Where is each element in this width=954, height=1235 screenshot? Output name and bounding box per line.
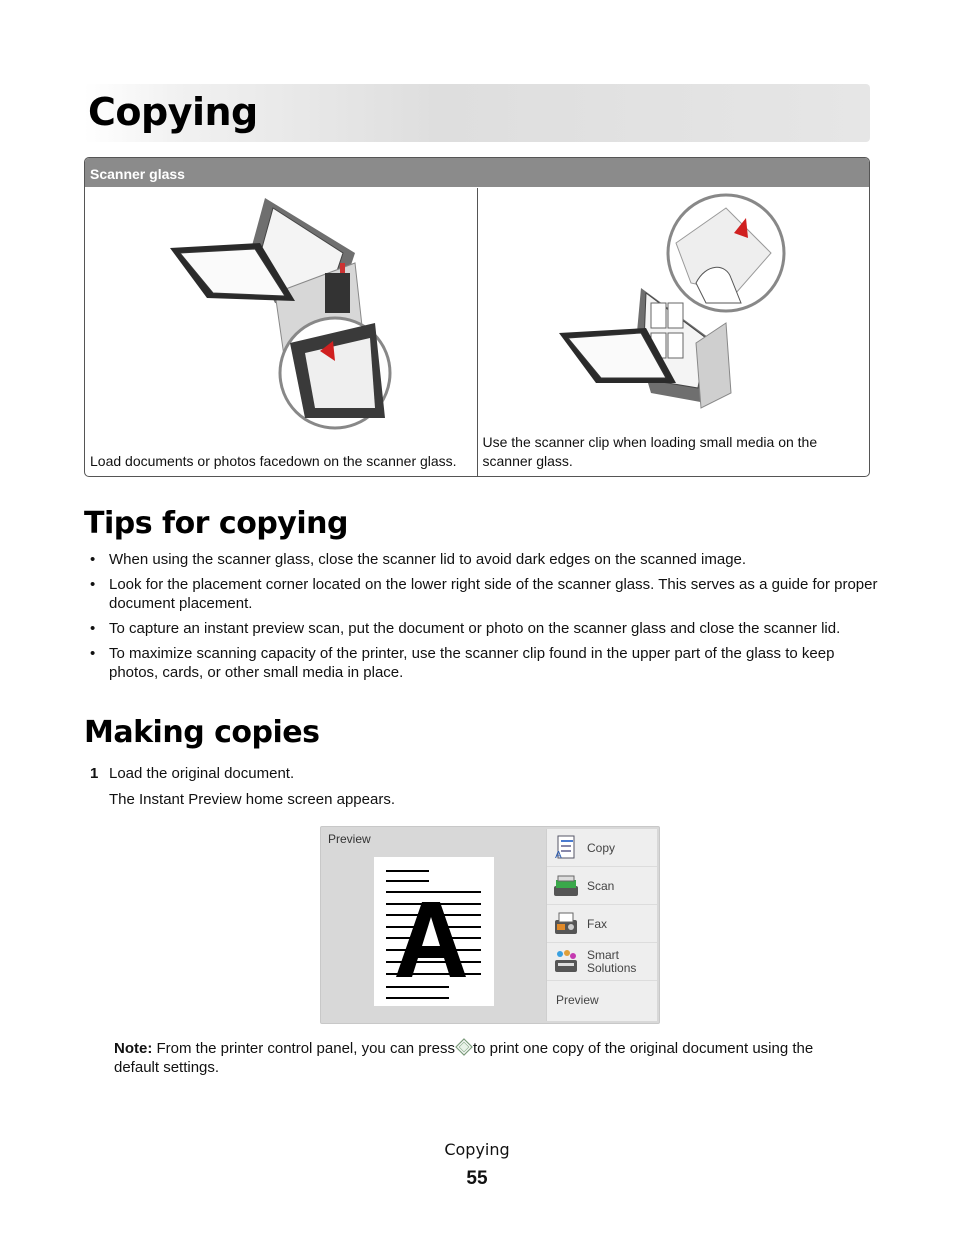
note-text-after: to print one copy of the original document using the default settings. [114, 1040, 814, 1076]
menu-item-label: Preview [556, 993, 599, 1007]
fax-icon [552, 910, 580, 938]
menu-item-copy[interactable] [547, 829, 657, 867]
tips-heading: Tips for copying [84, 506, 348, 541]
printer-open-lid-illustration [165, 193, 405, 433]
start-diamond-icon [455, 1038, 473, 1056]
list-item: • When using the scanner glass, close the scanner lid to avoid dark edges on the scanned image. [90, 551, 747, 568]
table-cell-scanner-clip [477, 188, 870, 476]
chapter-title: Copying [88, 90, 258, 134]
menu-item-scan[interactable] [547, 867, 657, 905]
smart-solutions-icon [552, 948, 580, 976]
caption-scanner-clip: Use the scanner clip when loading small media on the scanner glass. [482, 434, 818, 469]
bullet-icon: • [90, 645, 96, 662]
tips-list [90, 550, 880, 688]
table-cell-load-documents [85, 188, 477, 476]
bullet-icon: • [90, 620, 96, 637]
step-number: 1 [90, 765, 99, 782]
chapter-title-bar [84, 84, 870, 142]
page-number: 55 [466, 1168, 488, 1189]
menu-item-smart-solutions[interactable] [547, 943, 657, 981]
scanner-glass-table [84, 157, 870, 477]
svg-text:A: A [555, 850, 562, 861]
home-menu [546, 829, 657, 1021]
list-item: • To capture an instant preview scan, put the document or photo on the scanner glass and close the scanner lid. [90, 620, 841, 637]
menu-item-label: Scan [587, 879, 615, 893]
menu-item-fax[interactable] [547, 905, 657, 943]
step-text: Load the original document. [109, 765, 295, 782]
menu-item-label: Fax [587, 917, 608, 931]
preview-label: Preview [328, 832, 371, 846]
instant-preview-home-screen [320, 826, 660, 1024]
preview-document-thumbnail[interactable] [374, 857, 494, 1006]
table-row [85, 188, 869, 476]
document-preview-image [374, 857, 494, 1006]
step-result: The Instant Preview home screen appears. [109, 791, 395, 808]
caption-load-documents: Load documents or photos facedown on the scanner glass. [90, 453, 457, 469]
menu-item-label: Copy [587, 841, 616, 855]
note-label: Note: [114, 1040, 153, 1057]
copy-icon [552, 834, 580, 862]
list-item: • Look for the placement corner located on the lower right side of the scanner glass. This serves as a guide for proper document placement. [90, 576, 878, 612]
list-item: • To maximize scanning capacity of the printer, use the scanner clip found in the upper part of the glass to keep photos, cards, or other small media in place. [90, 645, 835, 681]
menu-item-label: Smart Solutions [587, 948, 637, 975]
bullet-icon: • [90, 551, 96, 568]
menu-item-preview[interactable] [547, 981, 657, 1018]
printer-scanner-clip-illustration [556, 193, 796, 433]
bullet-icon: • [90, 576, 96, 593]
scan-icon [552, 872, 580, 900]
making-copies-heading: Making copies [84, 715, 320, 750]
note-paragraph [114, 1038, 859, 1077]
table-header: Scanner glass [85, 158, 869, 187]
note-text-before: From the printer control panel, you can press [156, 1040, 455, 1057]
footer-chapter-title: Copying [444, 1140, 510, 1159]
